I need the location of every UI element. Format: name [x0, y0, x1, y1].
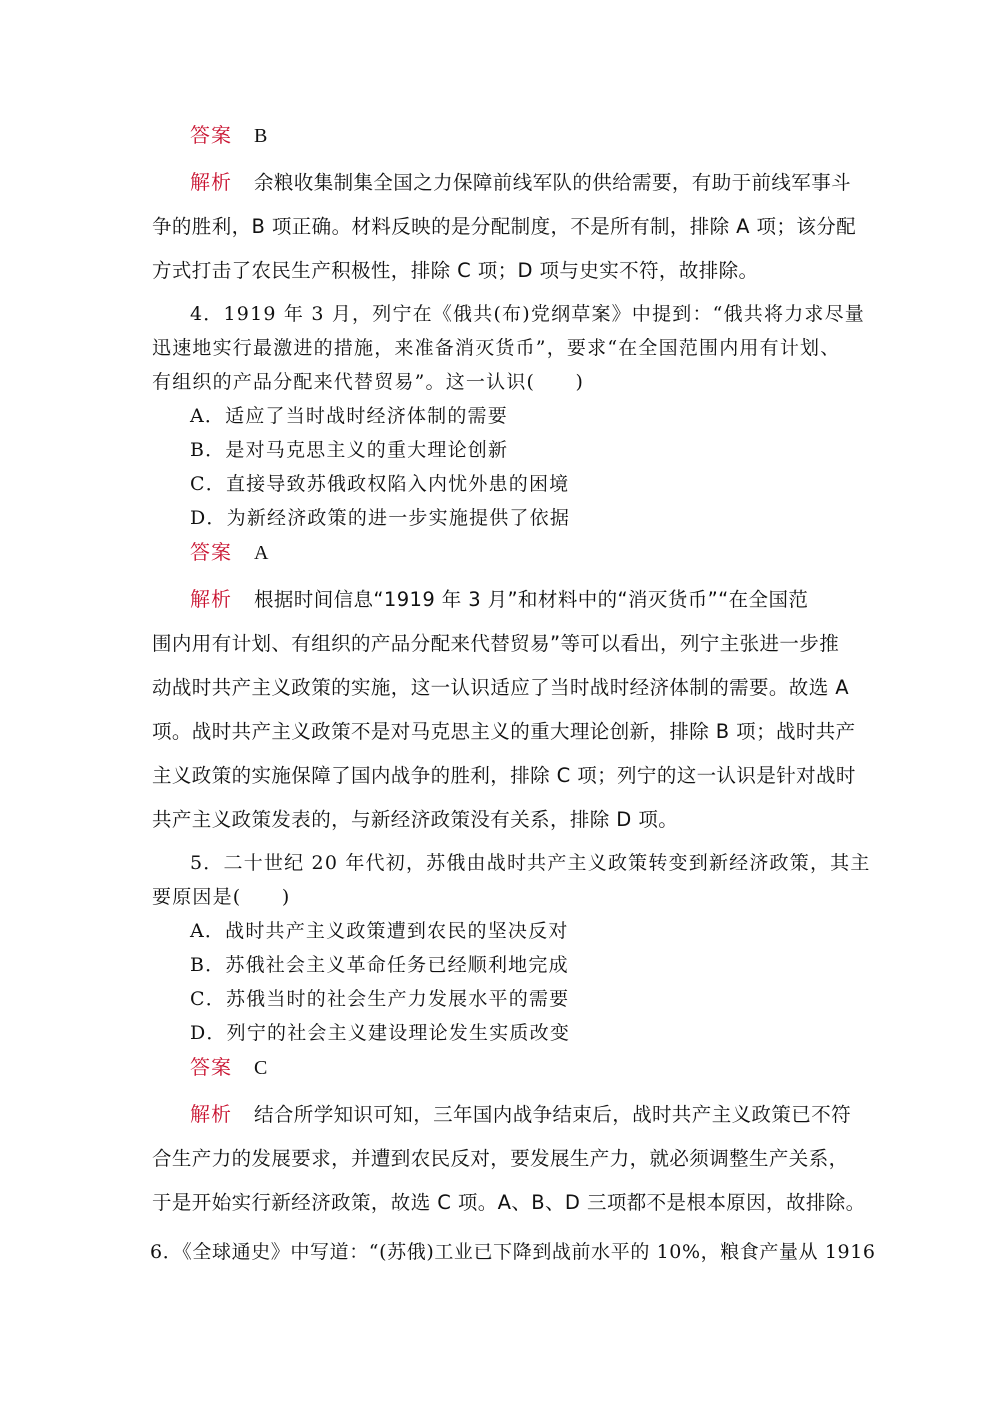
question-stem-line: 要原因是( ) [152, 886, 291, 908]
document-page [150, 118, 876, 1269]
option-d: D．列宁的社会主义建设理论发生实质改变 [190, 1022, 571, 1044]
question-stem-line: 5．二十世纪 20 年代初，苏俄由战时共产主义政策转变到新经济政策，其主 [190, 852, 871, 874]
option-c: C．直接导致苏俄政权陷入内忧外患的困境 [190, 473, 570, 495]
option-b: B．是对马克思主义的重大理论创新 [190, 439, 509, 461]
question-stem-line: 有组织的产品分配来代替贸易”。这一认识( ) [152, 371, 585, 393]
answer-label: 答案 [190, 123, 232, 147]
analysis-line: 围内用有计划、有组织的产品分配来代替贸易”等可以看出，列宁主张进一步推 [152, 632, 840, 655]
analysis-line: 共产主义政策发表的，与新经济政策没有关系，排除 D 项。 [152, 808, 679, 831]
analysis-label: 解析 [190, 587, 232, 611]
answer-value: C [254, 1057, 268, 1079]
analysis-line: 项。战时共产主义政策不是对马克思主义的重大理论创新，排除 B 项；战时共产 [152, 720, 856, 743]
analysis-line: 争的胜利，B 项正确。材料反映的是分配制度，不是所有制，排除 A 项；该分配 [152, 215, 857, 238]
answer-row [152, 1050, 852, 1084]
question-4 [152, 297, 865, 399]
analysis-block [152, 577, 856, 842]
question-6-stem-line: 6．《全球通史》中写道：“(苏俄)工业已下降到战前水平的 10%，粮食产量从 1916 [150, 1241, 876, 1263]
answer-label: 答案 [190, 1055, 232, 1079]
answer-row [152, 118, 852, 152]
question-stem-line: 迅速地实行最激进的措施，来准备消灭货币”，要求“在全国范围内用有计划、 [152, 337, 841, 359]
analysis-line: 主义政策的实施保障了国内战争的胜利，排除 C 项；列宁的这一认识是针对战时 [152, 764, 856, 787]
analysis-line: 于是开始实行新经济政策，故选 C 项。A、B、D 三项都不是根本原因，故排除。 [152, 1191, 866, 1214]
option-b: B．苏俄社会主义革命任务已经顺利地完成 [190, 954, 569, 976]
answer-label: 答案 [190, 540, 232, 564]
analysis-label: 解析 [190, 1102, 232, 1126]
analysis-label: 解析 [190, 170, 232, 194]
analysis-block [152, 1092, 866, 1225]
answer-value: A [254, 542, 269, 564]
analysis-line: 动战时共产主义政策的实施，这一认识适应了当时战时经济体制的需要。故选 A [152, 676, 849, 699]
answer-value: B [254, 125, 268, 147]
analysis-line: 合生产力的发展要求，并遭到农民反对，要发展生产力，就必须调整生产关系， [152, 1147, 849, 1170]
option-a: A．适应了当时战时经济体制的需要 [190, 405, 508, 427]
answer-row [152, 535, 852, 569]
analysis-line: 解析 根据时间信息“1919 年 3 月”和材料中的“消灭货币”“在全国范 [190, 587, 809, 611]
analysis-block [152, 160, 857, 293]
question-stem-line: 4．1919 年 3 月，列宁在《俄共(布)党纲草案》中提到：“俄共将力求尽量 [190, 303, 865, 325]
option-a: A．战时共产主义政策遭到农民的坚决反对 [190, 920, 569, 942]
option-c: C．苏俄当时的社会生产力发展水平的需要 [190, 988, 570, 1010]
option-d: D．为新经济政策的进一步实施提供了依据 [190, 507, 571, 529]
analysis-line: 方式打击了农民生产积极性，排除 C 项；D 项与史实不符，故排除。 [152, 259, 759, 282]
analysis-line: 解析 余粮收集制集全国之力保障前线军队的供给需要，有助于前线军事斗 [190, 170, 852, 194]
question-5 [152, 846, 871, 914]
analysis-line: 解析 结合所学知识可知，三年国内战争结束后，战时共产主义政策已不符 [190, 1102, 852, 1126]
